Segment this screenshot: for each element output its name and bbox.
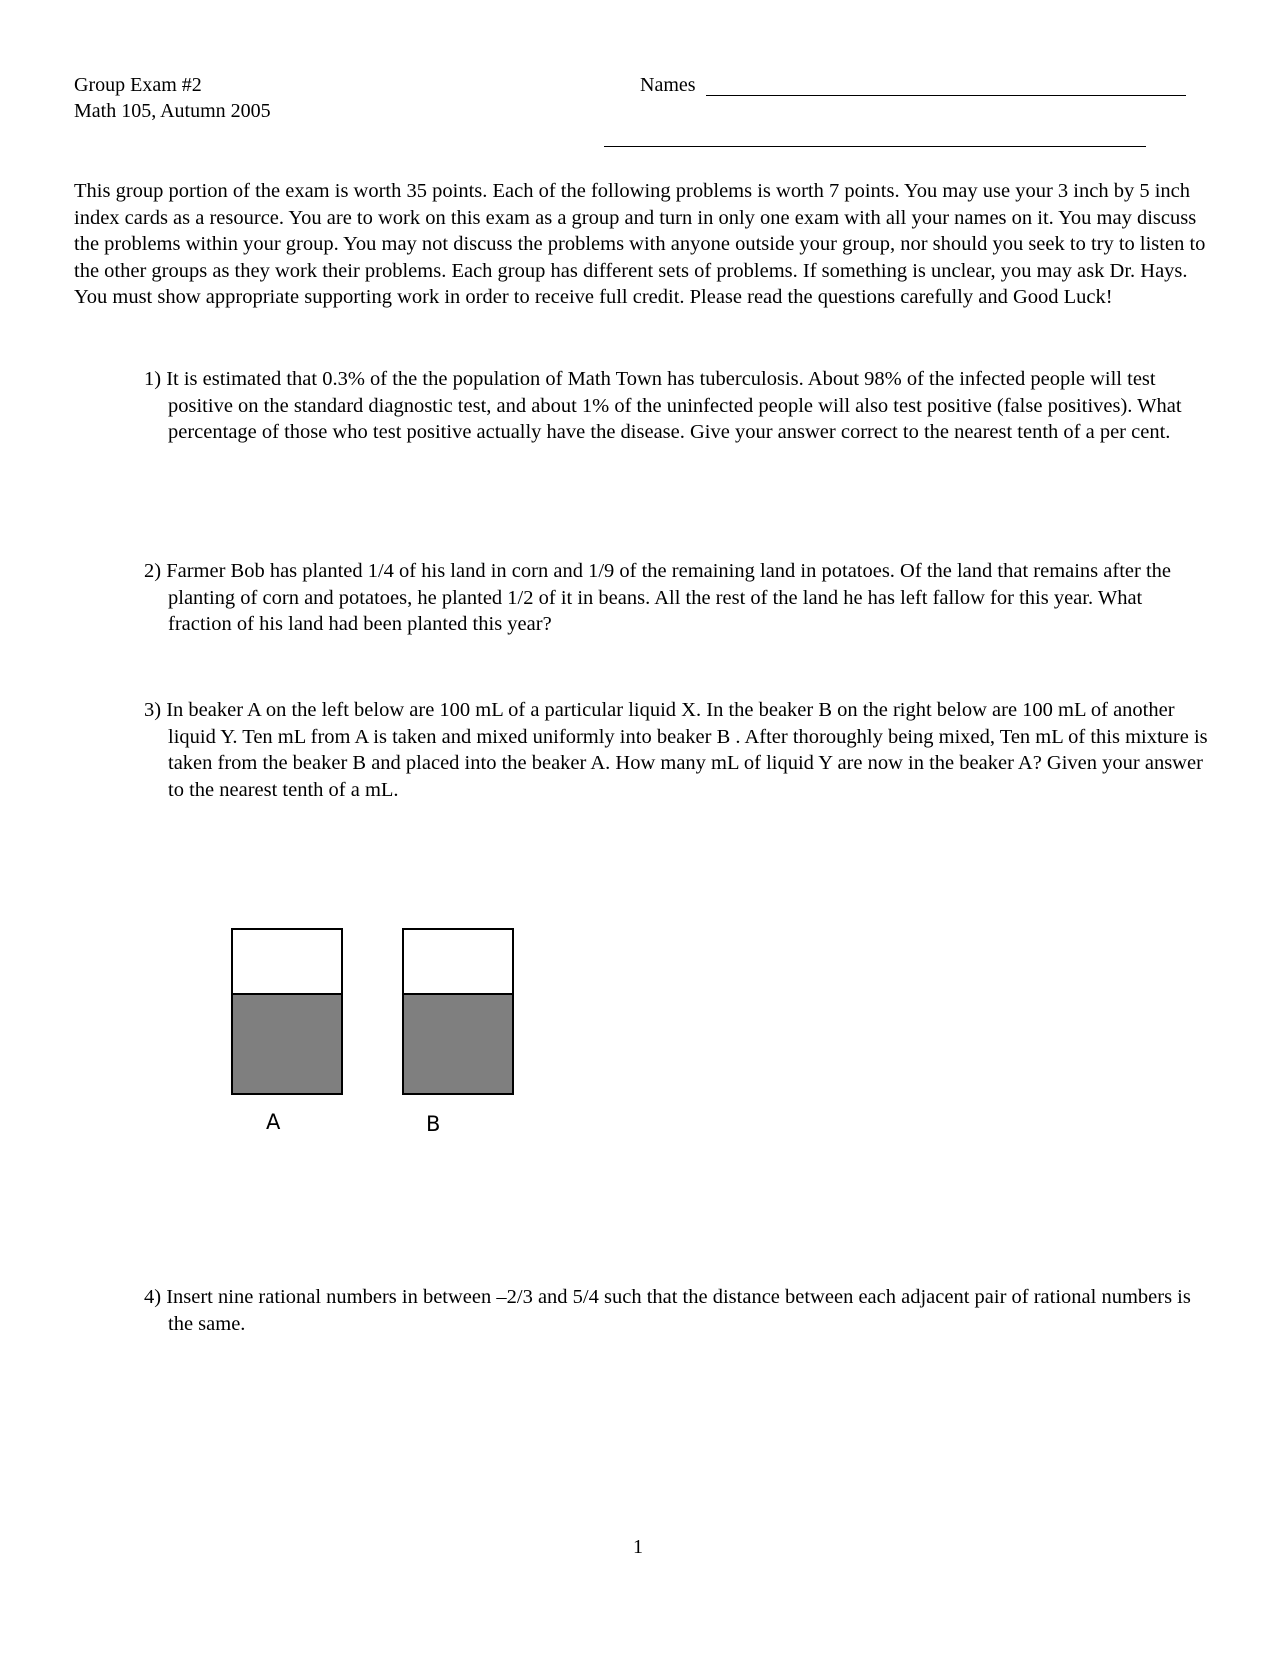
beaker-b-label: B	[426, 1112, 441, 1136]
problem-2	[144, 558, 1208, 638]
problem-2-text: Farmer Bob has planted 1/4 of his land in corn and 1/9 of the remaining land in potatoes. Of the land that remains after the planting of corn and potatoes, he planted 1/2 of it in beans. All the rest of the land he has left fallow for this year. What fraction of his land had been planted this year?	[166, 560, 1172, 636]
problem-2-number: 2)	[144, 560, 162, 582]
problem-3	[144, 697, 1208, 803]
beaker-a-label: A	[266, 1110, 281, 1134]
problem-4-text: Insert nine rational numbers in between –2/3 and 5/4 such that the distance between each adjacent pair of rational numbers is the same.	[166, 1286, 1191, 1335]
problem-1-number: 1)	[144, 368, 162, 390]
names-label: Names	[640, 74, 696, 96]
names-field-line-1[interactable]	[706, 95, 1186, 96]
problem-1-text: It is estimated that 0.3% of the the population of Math Town has tuberculosis. About 98% of the infected people will test positive on the standard diagnostic test, and about 1% of the uninfected people will also test positive (false positives). What percentage of those who test positive actually have the disease. Give your answer correct to the nearest tenth of a per cent.	[166, 368, 1182, 444]
problem-4-number: 4)	[144, 1286, 162, 1308]
beaker-b-liquid	[404, 993, 512, 1093]
course-info: Math 105, Autumn 2005	[74, 100, 271, 122]
names-field-line-2[interactable]	[604, 146, 1146, 147]
beaker-a-liquid	[233, 993, 341, 1093]
problem-4	[144, 1284, 1208, 1337]
problem-3-text: In beaker A on the left below are 100 mL of a particular liquid X. In the beaker B on the right below are 100 mL of another liquid Y. Ten mL from A is taken and mixed uniformly into beaker B . After thoroughly being mixed, Ten mL of this mixture is taken from the beaker B and placed into the beaker A. How many mL of liquid Y are now in the beaker A? Given your answer to the nearest tenth of a mL.	[166, 699, 1208, 801]
problem-3-number: 3)	[144, 699, 162, 721]
page-number: 1	[633, 1536, 643, 1558]
problem-1	[144, 366, 1208, 446]
beaker-b	[402, 928, 514, 1095]
beaker-a	[231, 928, 343, 1095]
exam-title: Group Exam #2	[74, 74, 202, 96]
instructions-paragraph: This group portion of the exam is worth 35 points. Each of the following problems is worth 7 points. You may use your 3 inch by 5 inch index cards as a resource. You are to work on this exam as a group and turn in only one exam with all your names on it. You may discuss the problems within your group. You may not discuss the problems with anyone outside your group, nor should you seek to try to listen to the other groups as they work their problems. Each group has different sets of problems. If something is unclear, you may ask Dr. Hays. You must show appropriate supporting work in order to receive full credit. Please read the questions carefully and Good Luck!	[74, 180, 1206, 309]
